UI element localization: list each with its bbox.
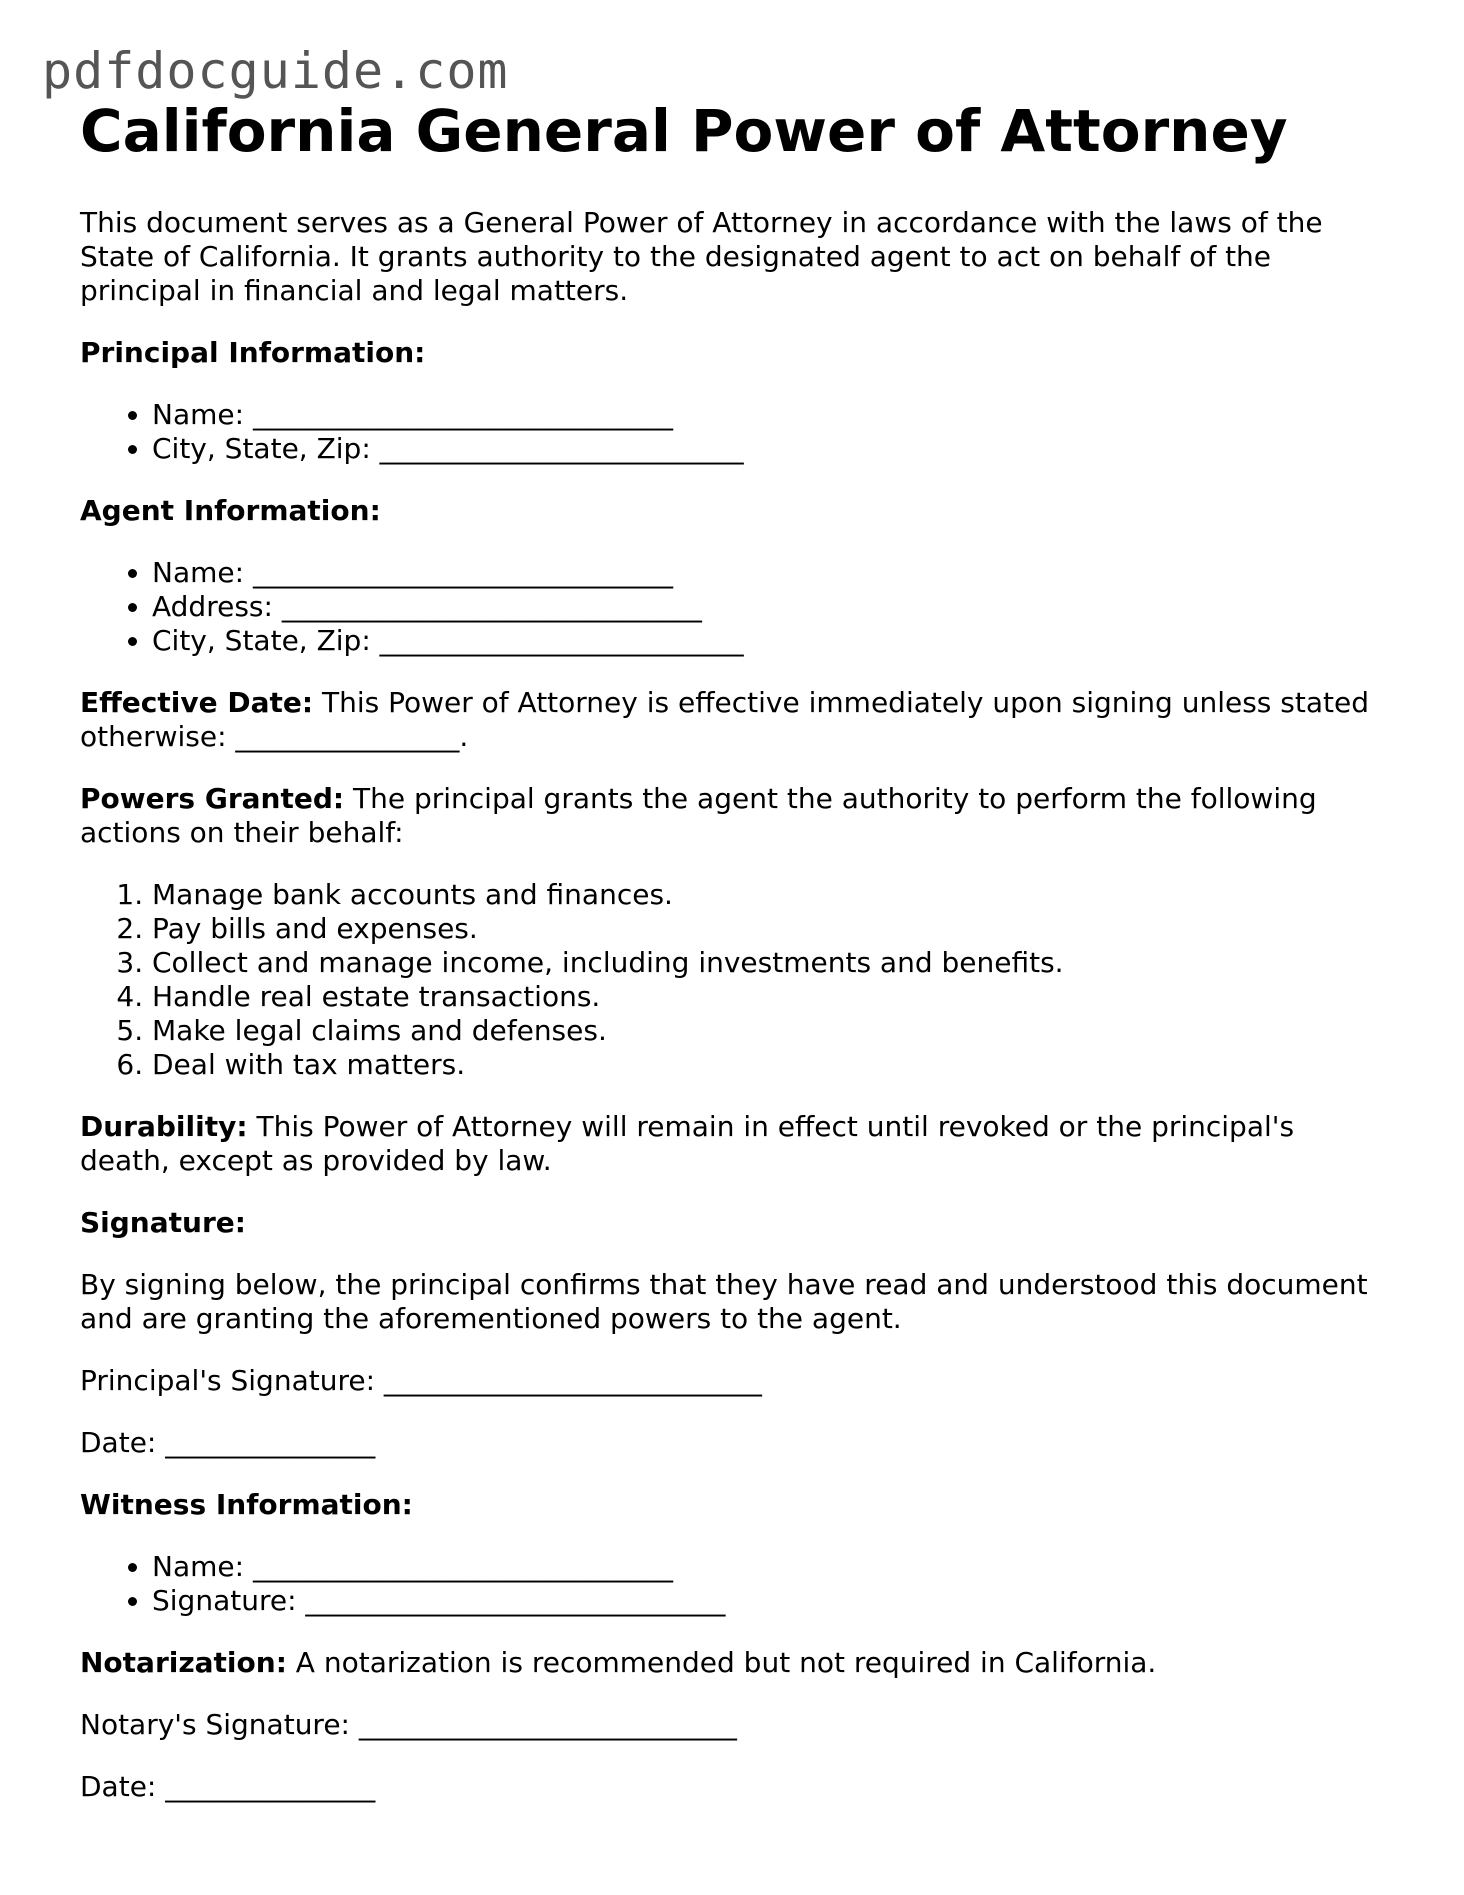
notary-date-field[interactable]: Date: _______________ xyxy=(80,1769,376,1803)
principal-signature-field[interactable]: Principal's Signature: ___________________________ xyxy=(80,1363,762,1397)
witness-name-field[interactable]: • Name: ______________________________ xyxy=(152,1550,1380,1584)
durability-text: This Power of Attorney will remain in effect until revoked or the principal's death, except as provided by law. xyxy=(80,1109,1295,1177)
powers-text: The principal grants the agent the authority to perform the following actions on their behalf: xyxy=(80,781,1317,849)
witness-signature-field[interactable]: • Signature: ______________________________ xyxy=(152,1584,1380,1618)
effective-date-text: This Power of Attorney is effective immediately upon signing unless stated otherwise: ________________. xyxy=(80,685,1369,753)
principal-name-field[interactable]: • Name: ______________________________ xyxy=(152,398,1380,432)
power-item: 1. Manage bank accounts and finances. xyxy=(152,878,1380,912)
powers-paragraph xyxy=(80,782,1380,850)
intro-paragraph: This document serves as a General Power of Attorney in accordance with the laws of the State of California. It grants authority to the designated agent to act on behalf of the principal in financial and legal matters. xyxy=(80,205,1323,307)
power-item: 3. Collect and manage income, including investments and benefits. xyxy=(152,946,1380,980)
signature-paragraph: By signing below, the principal confirms that they have read and understood this document and are granting the aforementioned powers to the agent. xyxy=(80,1267,1368,1335)
notarization-label: Notarization: xyxy=(80,1645,287,1679)
principal-date-field[interactable]: Date: _______________ xyxy=(80,1425,376,1459)
document-page xyxy=(80,97,1380,1832)
principal-heading: Principal Information: xyxy=(80,335,426,369)
notarization-paragraph xyxy=(80,1646,1380,1680)
witness-heading: Witness Information: xyxy=(80,1487,413,1521)
power-item: 2. Pay bills and expenses. xyxy=(152,912,1380,946)
agent-name-field[interactable]: • Name: ______________________________ xyxy=(152,556,1380,590)
principal-list xyxy=(80,398,1380,466)
power-item: 5. Make legal claims and defenses. xyxy=(152,1014,1380,1048)
principal-city-state-zip-field[interactable]: • City, State, Zip: __________________________ xyxy=(152,432,1380,466)
signature-heading: Signature: xyxy=(80,1205,246,1239)
agent-city-state-zip-field[interactable]: • City, State, Zip: __________________________ xyxy=(152,624,1380,658)
agent-list xyxy=(80,556,1380,658)
witness-list xyxy=(80,1550,1380,1618)
effective-date-paragraph[interactable] xyxy=(80,686,1380,754)
effective-date-label: Effective Date: xyxy=(80,685,314,719)
power-item: 6. Deal with tax matters. xyxy=(152,1048,1380,1082)
durability-label: Durability: xyxy=(80,1109,248,1143)
document-title: California General Power of Attorney xyxy=(80,97,1288,165)
watermark-text: pdfdocguide.com xyxy=(42,42,509,100)
durability-paragraph xyxy=(80,1110,1380,1178)
notarization-text: A notarization is recommended but not required in California. xyxy=(286,1645,1157,1679)
agent-heading: Agent Information: xyxy=(80,493,381,527)
agent-address-field[interactable]: • Address: ______________________________ xyxy=(152,590,1380,624)
notary-signature-field[interactable]: Notary's Signature: ___________________________ xyxy=(80,1707,737,1741)
power-item: 4. Handle real estate transactions. xyxy=(152,980,1380,1014)
powers-label: Powers Granted: xyxy=(80,781,345,815)
powers-list xyxy=(80,878,1380,1082)
